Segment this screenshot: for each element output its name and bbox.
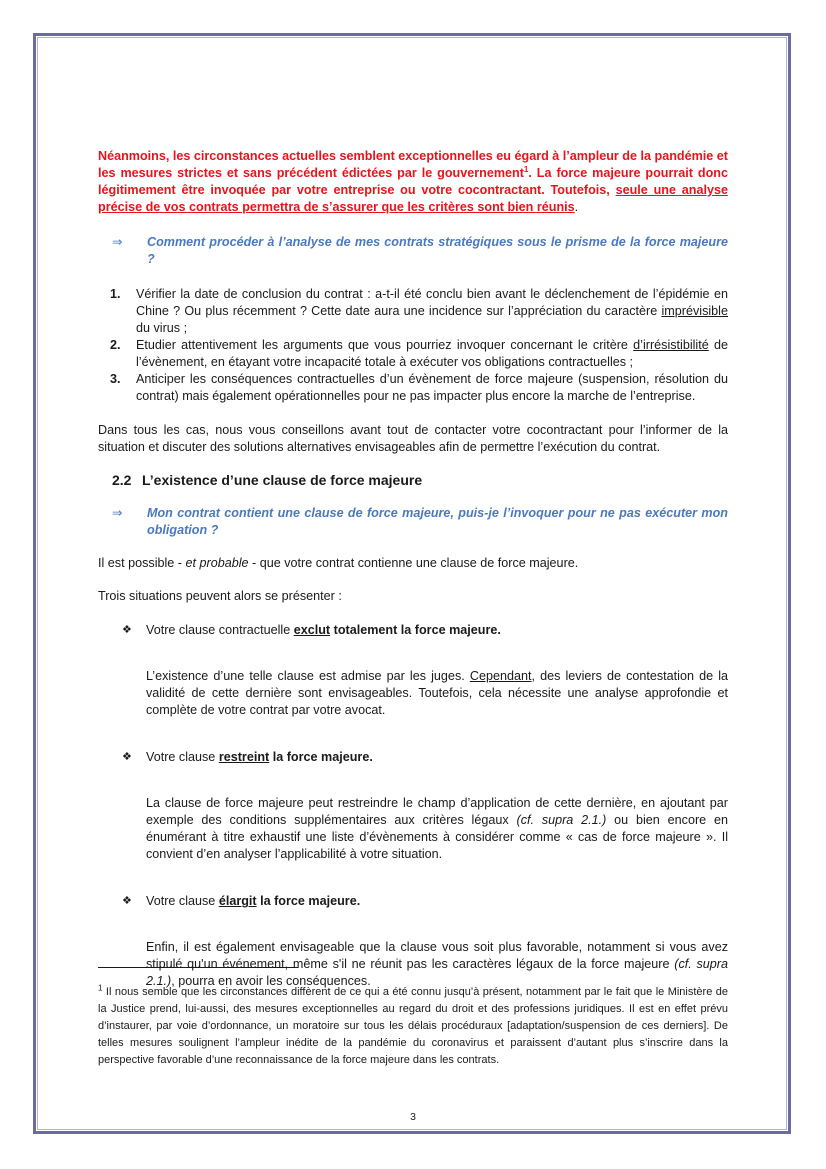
footnote-separator xyxy=(98,967,298,968)
footnote-ref[interactable]: 1 xyxy=(523,164,529,174)
advice-paragraph: Dans tous les cas, nous vous conseillons avant tout de contacter votre cocontractant pour l’informer de la situation et discuter des solutions alternatives envisageables afin de permettre l’exécution du contrat. xyxy=(98,423,728,454)
question-clause: ⇒ Mon contrat contient une clause de force majeure, puis-je l’invoquer pour ne pas exécuter mon obligation ? xyxy=(112,506,728,537)
diamond-bullet-icon: ❖ xyxy=(122,751,132,764)
diamond-bullet-icon: ❖ xyxy=(122,895,132,908)
case-elargit: ❖ Votre clause élargit la force majeure. xyxy=(122,894,361,909)
case-exclut-body: L’existence d’une telle clause est admise par les juges. Cependant, des leviers de contestation de la validité de cette dernière sont envisageables. Toutefois, cela nécessite une analyse approfondie et complète de votre contrat par votre avocat. xyxy=(146,668,728,717)
case-restreint-body: La clause de force majeure peut restreindre le champ d’application de cette dernière, en ajoutant par exemple des conditions supplémentaires aux critères légaux (cf. supra 2.1.) ou bien encore en énumérant à titre exhaustif une liste d’évènements à considérer comme « cas de force majeure ». Il convient d’en analyser l’applicabilité à votre situation. xyxy=(146,795,728,861)
case-elargit-body: Enfin, il est également envisageable que la clause vous soit plus favorable, notamment si vous avez stipulé qu'un événement, même s'il ne réunit pas les caractères légaux de la force majeure (cf. supra 2.1.), pourra en avoir les conséquences. xyxy=(146,939,729,988)
possible-paragraph: Il est possible - et probable - que votre contrat contienne une clause de force majeure. xyxy=(98,556,579,570)
step-item: 1. Vérifier la date de conclusion du contrat : a-t-il été conclu bien avant le déclenchement de l’épidémie en Chine ? Ou plus récemment ? Cette date aura une incidence sur l’appréciation du caractère imprévisible du virus ; xyxy=(110,287,728,335)
arrow-right-icon: ⇒ xyxy=(112,235,123,249)
intro-underlined: seule une analyse précise de vos contrats permettra de s’assurer que les critères sont bien réunis xyxy=(98,183,728,214)
page-content xyxy=(98,148,728,1003)
page-number: 3 xyxy=(410,1111,416,1123)
diamond-bullet-icon: ❖ xyxy=(122,624,132,636)
section-heading: 2.2 L’existence d’une clause de force majeure xyxy=(112,472,423,488)
three-situations-text: Trois situations peuvent alors se présenter : xyxy=(98,589,342,603)
footnote: $^1$ Il nous semble que les circonstances diffèrent de ce qui a été connu jusqu’à présent, notamment par le fait que le Ministère de la Justice prend, lui-aussi, des mesures exceptionnelles au regard du droit et des professions juridiques. Il est en effet prévu d’instaurer, par voie d’ordonnance, un moratoire sur tous les délais procéduraux [adaptation/suspension de ces derniers]. De telles mesures soulignent l’ampleur inédite de la pandémie du coronavirus et paraissent d’autant plus s’inscrire dans la perspective favorable d’une reconnaissance de la force majeure dans les contrats. xyxy=(98,983,728,1066)
arrow-right-icon: ⇒ xyxy=(112,506,123,520)
case-restreint: ❖ Votre clause restreint la force majeure. xyxy=(122,750,373,765)
question-analysis: ⇒ Comment procéder à l’analyse de mes contrats stratégiques sous le prisme de la force majeure ? xyxy=(112,235,728,266)
step-item: 3. Anticiper les conséquences contractuelles d’un évènement de force majeure (suspension, résolution du contrat) mais également opérationnelles pour ne pas impacter plus encore la marche de l’entreprise. xyxy=(110,372,728,403)
case-exclut: ❖ Votre clause contractuelle exclut totalement la force majeure. xyxy=(122,623,501,637)
step-item: 2. Etudier attentivement les arguments que vous pourriez invoquer concernant le critère d’irrésistibilité de l’évènement, en étayant votre incapacité totale à exécuter vos obligations contractuelles ; xyxy=(110,338,728,369)
steps-list xyxy=(110,286,728,405)
intro-paragraph: Néanmoins, les circonstances actuelles semblent exceptionnelles eu égard à l’ampleur de la pandémie et les mesures strictes et sans précédent édictées par le gouvernement$^1$. La force majeure pourrait donc légitimement être invoquée par votre entreprise ou votre cocontractant. Toutefois, seule une analyse précise de vos contrats permettra de s’assurer que les critères sont bien réunis. xyxy=(98,149,729,214)
